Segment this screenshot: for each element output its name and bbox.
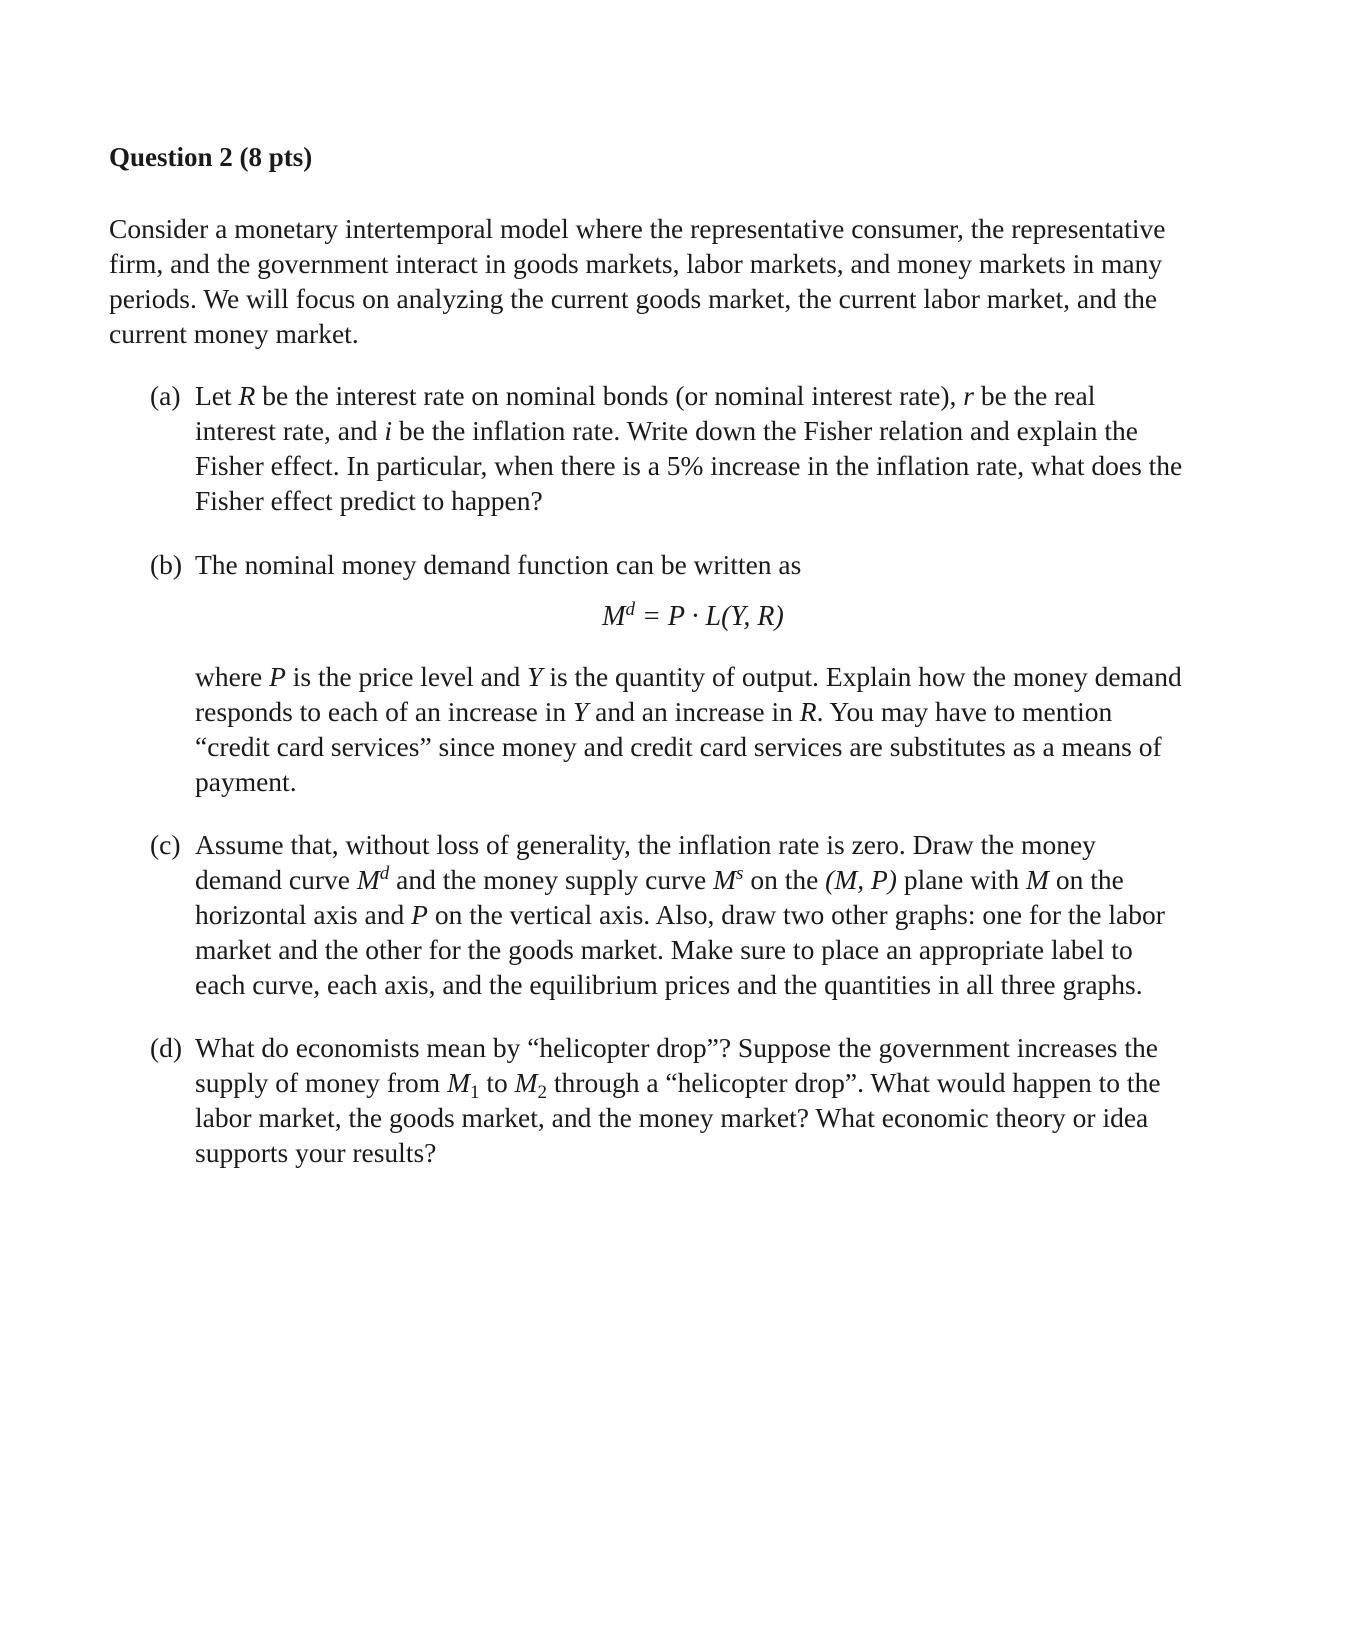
part-d-line-3: labor market, the goods market, and the money market? What economic theory or idea [195,1102,1149,1133]
math-var: i [384,415,392,446]
question-title: Question 2 (8 pts) [109,142,313,172]
math-var: P [269,661,286,692]
math-superscript: s [736,863,744,884]
text-span: through a “helicopter drop”. What would happen to the [547,1067,1161,1098]
part-c-line-4: market and the other for the goods market. Make sure to place an appropriate label to [195,934,1133,965]
intro-line: Consider a monetary intertemporal model where the representative consumer, the representative [109,213,1166,244]
math-var: R [238,380,256,411]
part-a-line-1 [195,378,1255,413]
text-span: and an increase in [588,696,800,727]
part-b-line-2 [195,659,1255,694]
part-d-label: (d) [150,1032,183,1063]
intro-line: current money market. [109,318,359,349]
intro-line: firm, and the government interact in goods markets, labor markets, and money markets in many [109,248,1163,279]
part-a-label: (a) [150,380,181,411]
part-a-line-2 [195,413,1255,448]
part-c-text [195,827,1255,1002]
part-a-text [195,378,1255,518]
text-span: where [195,661,270,692]
math-var: r [963,380,974,411]
math-subscript: 1 [469,1082,480,1103]
text-span: supply of money from [195,1067,448,1098]
part-d-line-1: What do economists mean by “helicopter drop”? Suppose the government increases the [195,1032,1158,1063]
text-span: horizontal axis and [195,899,412,930]
part-c-line-3 [195,897,1255,932]
math-var: Y [572,696,589,727]
part-b-line-1: The nominal money demand function can be written as [195,549,802,580]
part-d-line-4: supports your results? [195,1137,437,1168]
part-d-text [195,1030,1255,1170]
part-b-label: (b) [150,549,183,580]
math-superscript: d [379,863,390,884]
intro-line: periods. We will focus on analyzing the current goods market, the current labor market, and the [109,283,1158,314]
part-d-line-2 [195,1065,1255,1103]
text-span: is the quantity of output. Explain how the money demand [542,661,1182,692]
text-span: on the [1048,864,1124,895]
text-span: is the price level and [285,661,528,692]
part-b-text [195,547,1255,582]
math-var: M [713,864,737,895]
intro-paragraph [109,211,1209,351]
math-var: M [1026,864,1049,895]
text-span: on the vertical axis. Also, draw two other graphs: one for the labor [427,899,1165,930]
part-b-line-4: “credit card services” since money and credit card services are substitutes as a means of [195,731,1162,762]
math-var: M [356,864,380,895]
text-span: to [479,1067,515,1098]
part-c-line-5: each curve, each axis, and the equilibrium prices and the quantities in all three graphs. [195,969,1143,1000]
text-span: on the [743,864,826,895]
text-span: Let [195,380,239,411]
part-c-line-1: Assume that, without loss of generality, the inflation rate is zero. Draw the money [195,829,1096,860]
part-b-line-3 [195,694,1255,729]
text-span: and the money supply curve [389,864,714,895]
text-span: demand curve [195,864,357,895]
math-var: (M, P) [825,864,897,895]
part-a-line-3: Fisher effect. In particular, when there is a 5% increase in the inflation rate, what does the [195,450,1183,481]
math-var: M [447,1067,470,1098]
math-subscript: 2 [537,1082,548,1103]
text-span: be the interest rate on nominal bonds (or nominal interest rate), [255,380,964,411]
math-var: M [602,601,626,632]
math-var: R [799,696,817,727]
math-superscript: d [625,599,635,620]
text-span: . You may have to mention [816,696,1113,727]
math-var: P [411,899,428,930]
equation-rhs: = P · L(Y, R) [635,601,784,632]
part-b-line-5: payment. [195,766,297,797]
part-a-line-4: Fisher effect predict to happen? [195,485,543,516]
part-c-label: (c) [150,829,181,860]
math-var: Y [527,661,543,692]
math-var: M [514,1067,538,1098]
part-b-text-continued [195,659,1255,799]
text-span: be the real [973,380,1096,411]
text-span: be the inflation rate. Write down the Fisher relation and explain the [392,415,1139,446]
text-span: responds to each of an increase in [195,696,573,727]
money-demand-equation [0,599,1356,634]
text-span: plane with [896,864,1027,895]
text-span: interest rate, and [195,415,385,446]
part-c-line-2 [195,862,1255,897]
